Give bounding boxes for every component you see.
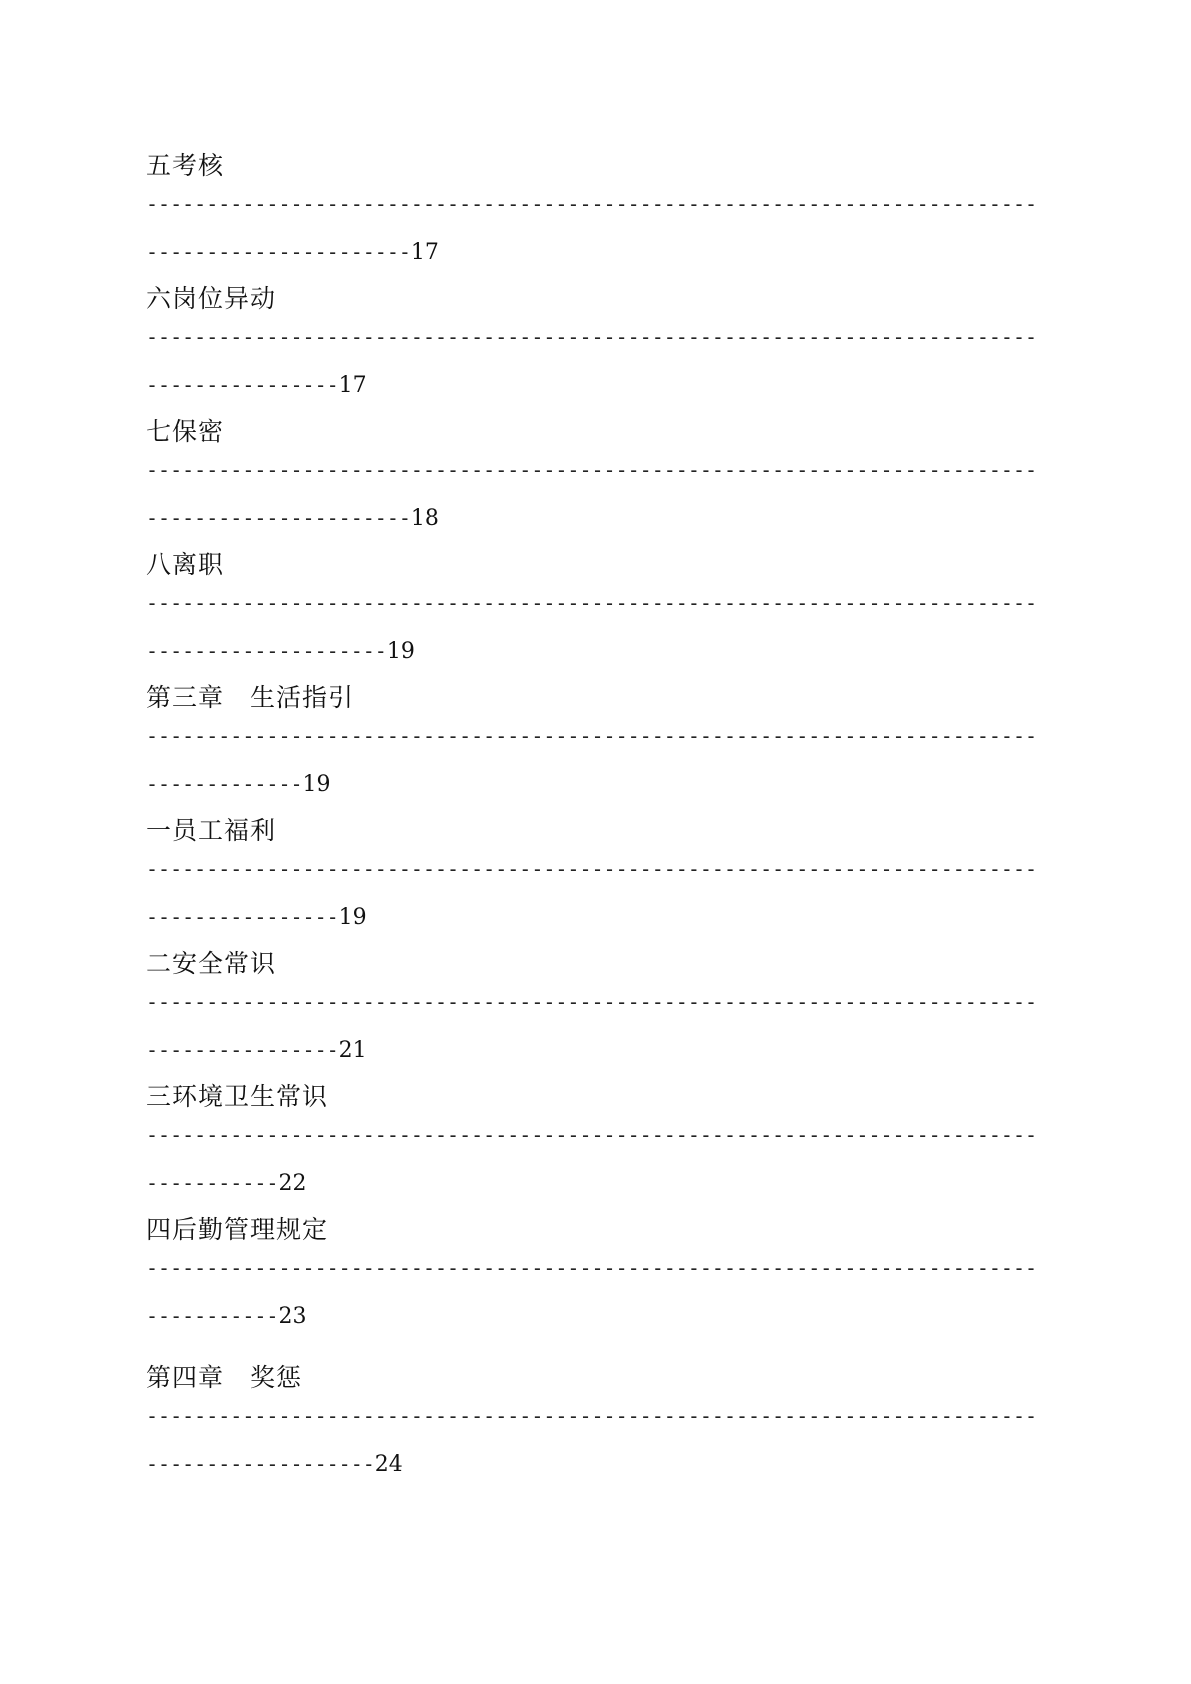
toc-entry[interactable] bbox=[146, 813, 1046, 946]
toc-leader-tail bbox=[146, 1165, 306, 1201]
toc-leader-dashes: ----------- bbox=[146, 1304, 279, 1328]
toc-leader-dashes: ---------------- bbox=[146, 373, 339, 397]
toc-page-number: 18 bbox=[410, 506, 439, 531]
toc-leader-line: -------------------------------------------------------------------------- bbox=[146, 591, 1038, 615]
toc-page-number: 19 bbox=[302, 772, 331, 797]
toc-leader-line: -------------------------------------------------------------------------- bbox=[146, 990, 1038, 1014]
toc-leader-dashes: ------------- bbox=[146, 772, 303, 796]
toc-entry-title: 一员工福利 bbox=[146, 816, 277, 845]
toc-entry-title: 三环境卫生常识 bbox=[146, 1082, 329, 1111]
toc-leader-line: -------------------------------------------------------------------------- bbox=[146, 1256, 1038, 1280]
toc-entry[interactable] bbox=[146, 547, 1046, 680]
toc-leader-line: -------------------------------------------------------------------------- bbox=[146, 325, 1038, 349]
toc-entry-title: 第三章 生活指引 bbox=[146, 683, 355, 712]
toc-entry[interactable] bbox=[146, 148, 1046, 281]
toc-leader-tail bbox=[146, 1032, 367, 1068]
toc-entry-title: 四后勤管理规定 bbox=[146, 1215, 329, 1244]
toc-leader-tail bbox=[146, 1298, 306, 1334]
toc-page-number: 24 bbox=[374, 1452, 403, 1477]
toc-leader-tail bbox=[146, 766, 331, 802]
toc-leader-dashes: ------------------- bbox=[146, 1452, 375, 1476]
toc-leader-dashes: ----------- bbox=[146, 1171, 279, 1195]
table-of-contents bbox=[146, 148, 1046, 1493]
toc-leader-dashes: -------------------- bbox=[146, 639, 387, 663]
toc-leader-dashes: ---------------- bbox=[146, 1038, 339, 1062]
toc-page-number: 19 bbox=[338, 905, 367, 930]
toc-entry[interactable] bbox=[146, 281, 1046, 414]
toc-entry-title: 八离职 bbox=[146, 550, 225, 579]
toc-leader-tail bbox=[146, 500, 439, 536]
toc-leader-line: -------------------------------------------------------------------------- bbox=[146, 724, 1038, 748]
toc-page-number: 17 bbox=[338, 373, 367, 398]
toc-entry-title: 六岗位异动 bbox=[146, 284, 277, 313]
toc-leader-tail bbox=[146, 1446, 403, 1482]
toc-page-number: 17 bbox=[410, 240, 439, 265]
toc-entry[interactable] bbox=[146, 680, 1046, 813]
toc-leader-line: -------------------------------------------------------------------------- bbox=[146, 1123, 1038, 1147]
toc-entry[interactable] bbox=[146, 1212, 1046, 1345]
toc-entry[interactable] bbox=[146, 946, 1046, 1079]
toc-leader-line: -------------------------------------------------------------------------- bbox=[146, 458, 1038, 482]
toc-leader-dashes: ---------------------- bbox=[146, 506, 411, 530]
toc-leader-line: -------------------------------------------------------------------------- bbox=[146, 192, 1038, 216]
toc-entry-title: 七保密 bbox=[146, 417, 225, 446]
toc-leader-line: -------------------------------------------------------------------------- bbox=[146, 857, 1038, 881]
toc-page-number: 21 bbox=[338, 1038, 367, 1063]
toc-leader-line: -------------------------------------------------------------------------- bbox=[146, 1404, 1038, 1428]
toc-entry-title: 五考核 bbox=[146, 151, 225, 180]
toc-leader-tail bbox=[146, 633, 415, 669]
toc-leader-tail bbox=[146, 234, 439, 270]
toc-entry[interactable] bbox=[146, 414, 1046, 547]
toc-leader-dashes: ---------------- bbox=[146, 905, 339, 929]
toc-leader-dashes: ---------------------- bbox=[146, 240, 411, 264]
toc-entry[interactable] bbox=[146, 1079, 1046, 1212]
toc-leader-tail bbox=[146, 367, 367, 403]
toc-page-number: 23 bbox=[278, 1304, 307, 1329]
toc-leader-tail bbox=[146, 899, 367, 935]
toc-page-number: 19 bbox=[386, 639, 415, 664]
toc-entry-title: 第四章 奖惩 bbox=[146, 1363, 303, 1392]
toc-entry[interactable] bbox=[146, 1360, 1046, 1493]
toc-entry-title: 二安全常识 bbox=[146, 949, 277, 978]
toc-page-number: 22 bbox=[278, 1171, 307, 1196]
